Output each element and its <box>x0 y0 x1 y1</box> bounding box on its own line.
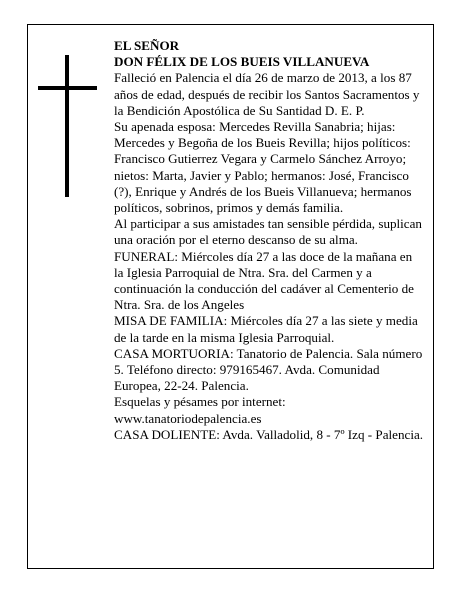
funeral-home-paragraph: CASA MORTUORIA: Tanatorio de Palencia. Sala número 5. Teléfono directo: 979165467. Avda. Comunidad Europea, 22-24. Palencia. <box>114 345 423 394</box>
funeral-paragraph: FUNERAL: Miércoles día 27 a las doce de la mañana en la Iglesia Parroquial de Ntra. Sra. del Carmen y a continuación la conducción del cadáver al Cementerio de Ntra. Sra. de los Angeles <box>114 248 414 313</box>
cross-icon-vertical-bar <box>65 55 69 197</box>
family-paragraph: Su apenada esposa: Mercedes Revilla Sanabria; hijas: Mercedes y Begoña de los Bueis Revilla; hijos políticos: Francisco Gutierrez Vegara y Carmelo Sánchez Arroyo; nietos: Marta, Javier y Pablo; hermanos: José, Francisco (?), Enrique y Andrés de los Bueis Villanueva; hermanos políticos, sobrinos, primos y demás familia. <box>114 119 412 216</box>
mourning-home-paragraph: CASA DOLIENTE: Avda. Valladolid, 8 - 7º Izq - Palencia. <box>114 426 424 442</box>
death-notice-paragraph: Falleció en Palencia el día 26 de marzo de 2013, a los 87 años de edad, después de recibir los Santos Sacramentos y la Bendición Apostólica de Su Santidad D. E. P. <box>114 70 420 118</box>
family-mass-paragraph: MISA DE FAMILIA: Miércoles día 27 a las siete y media de la tarde en la misma Iglesia Parroquial. <box>114 313 418 345</box>
deceased-name: DON FÉLIX DE LOS BUEIS VILLANUEVA <box>114 54 370 70</box>
heading-title: EL SEÑOR <box>114 38 180 53</box>
cross-icon-horizontal-bar <box>38 86 97 90</box>
obituary-text <box>114 38 424 443</box>
prayer-request-paragraph: Al participar a sus amistades tan sensible pérdida, suplican una oración por el eterno descanso de su alma. <box>114 216 422 248</box>
condolences-paragraph: Esquelas y pésames por internet: www.tanatoriodepalencia.es <box>114 394 286 426</box>
